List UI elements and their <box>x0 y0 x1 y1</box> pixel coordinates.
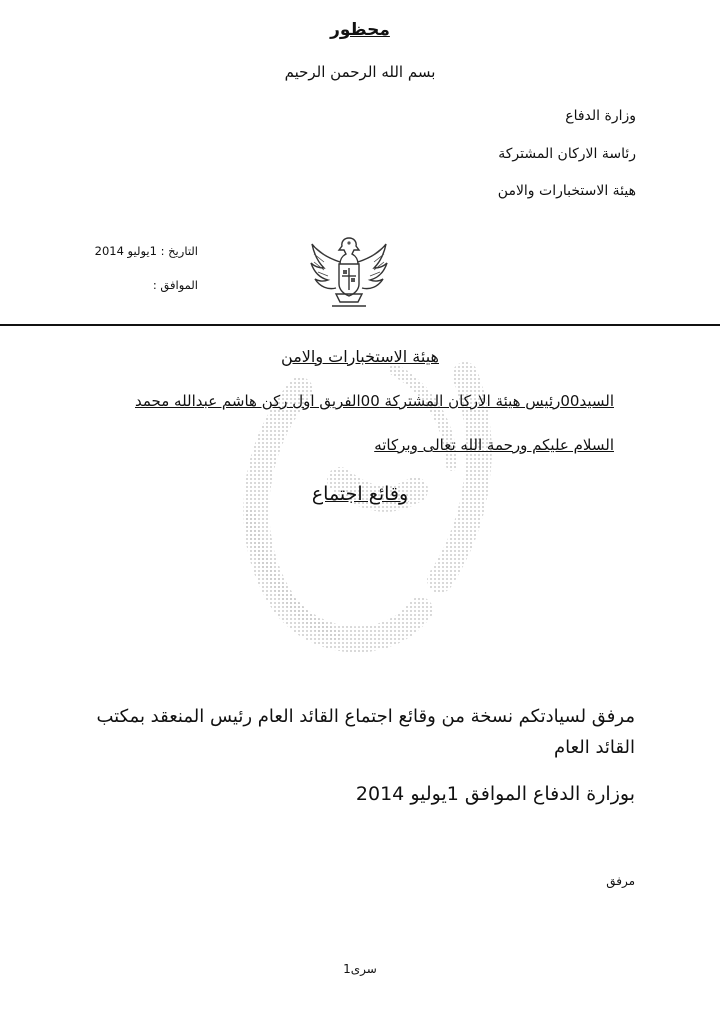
header-divider <box>0 324 720 326</box>
attachment-label: مرفق <box>606 874 635 888</box>
sender-authority: هيئة الاستخبارات والامن <box>497 183 636 199</box>
watermark-stamp-icon <box>190 330 550 690</box>
subject-text: وقائع اجتماع <box>311 483 409 505</box>
date-line: التاريخ : 1يوليو 2014 <box>94 244 198 258</box>
body-line-3: بوزارة الدفاع الموافق 1يوليو 2014 <box>355 783 635 805</box>
body-line-1: مرفق لسيادتكم نسخة من وقائع اجتماع القائد العام رئيس المنعقد بمكتب <box>96 706 635 727</box>
authority-title <box>0 347 720 366</box>
eagle-emblem-icon <box>306 232 392 316</box>
subject-heading <box>0 483 720 505</box>
body-line-2: القائد العام <box>553 737 635 758</box>
addressee-line: السيد00رئيس هيئة الاركان المشتركة 00الفريق اول ركن هاشم عبدالله محمد <box>135 392 614 410</box>
greeting-line: السلام عليكم ورحمة الله تعالى وبركاته <box>374 436 614 454</box>
sender-ministry: وزارة الدفاع <box>565 108 636 124</box>
classification-heading <box>0 20 720 40</box>
basmala: بسم الله الرحمن الرحيم <box>284 63 436 81</box>
page-mark: سرى1 <box>343 962 377 976</box>
sender-staff: رئاسة الاركان المشتركة <box>498 146 636 162</box>
authority-title-text: هيئة الاستخبارات والامن <box>281 347 439 366</box>
hijri-date-line: الموافق : <box>152 278 198 292</box>
classification-label: محظور <box>330 20 390 40</box>
